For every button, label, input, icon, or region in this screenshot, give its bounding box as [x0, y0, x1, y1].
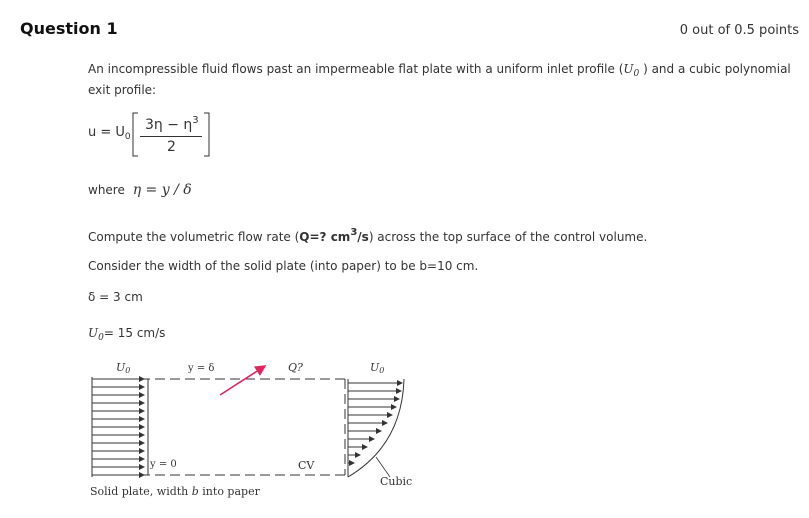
where-expression: η = y / δ: [132, 182, 192, 198]
label-q: Q?: [288, 361, 303, 374]
intro-u0-sub: 0: [633, 69, 640, 79]
label-y0: y = 0: [150, 459, 177, 470]
label-u0-left: U0: [116, 361, 131, 375]
u0-value: [88, 326, 165, 343]
where-label: where: [88, 183, 125, 197]
fraction-bar: [140, 136, 202, 137]
label-y-delta: y = δ: [188, 363, 215, 374]
intro-line-1: [88, 62, 791, 79]
label-cubic: Cubic: [380, 475, 413, 488]
outlet-profile: [348, 379, 404, 477]
compute-unit: /s: [357, 230, 369, 244]
compute-q: Q=? cm: [299, 230, 351, 244]
delta-value: δ = 3 cm: [88, 290, 143, 304]
inlet-arrows: [92, 377, 144, 477]
control-volume-figure: [80, 355, 420, 505]
intro-u0-symbol: U: [623, 62, 634, 76]
compute-line: [88, 227, 647, 244]
u0-symbol: U: [88, 326, 99, 340]
label-u0-right: U0: [370, 361, 385, 375]
equation-numerator-text: 3η − η: [145, 117, 193, 133]
compute-suffix: ) across the top surface of the control volume.: [368, 230, 648, 244]
u0-sub: 0: [98, 333, 104, 343]
compute-prefix: Compute the volumetric flow rate (: [88, 230, 300, 244]
question-points: 0 out of 0.5 points: [679, 23, 799, 38]
intro-text: An incompressible fluid flows past an impermeable flat plate with a uniform inlet profile (: [88, 62, 624, 76]
equation-numerator: [145, 115, 199, 133]
intro-line-2: exit profile:: [88, 83, 157, 97]
figure-caption: Solid plate, width b into paper: [90, 485, 260, 498]
where-line: [88, 182, 192, 198]
equation-lhs-text: u = U: [88, 125, 125, 140]
u0-rest: = 15 cm/s: [103, 326, 166, 340]
compute-exp: 3: [350, 227, 358, 238]
equation-numerator-exp: 3: [192, 115, 199, 126]
equation-lhs: [88, 125, 131, 142]
width-note: Consider the width of the solid plate (into paper) to be b=10 cm.: [88, 259, 479, 273]
equation-denominator: 2: [167, 139, 176, 155]
equation-lhs-sub: 0: [124, 132, 131, 142]
question-title: Question 1: [20, 19, 118, 38]
label-cv: CV: [298, 459, 315, 472]
intro-text-end: ) and a cubic polynomial: [639, 62, 791, 76]
flow-direction-arrow: [220, 366, 265, 395]
